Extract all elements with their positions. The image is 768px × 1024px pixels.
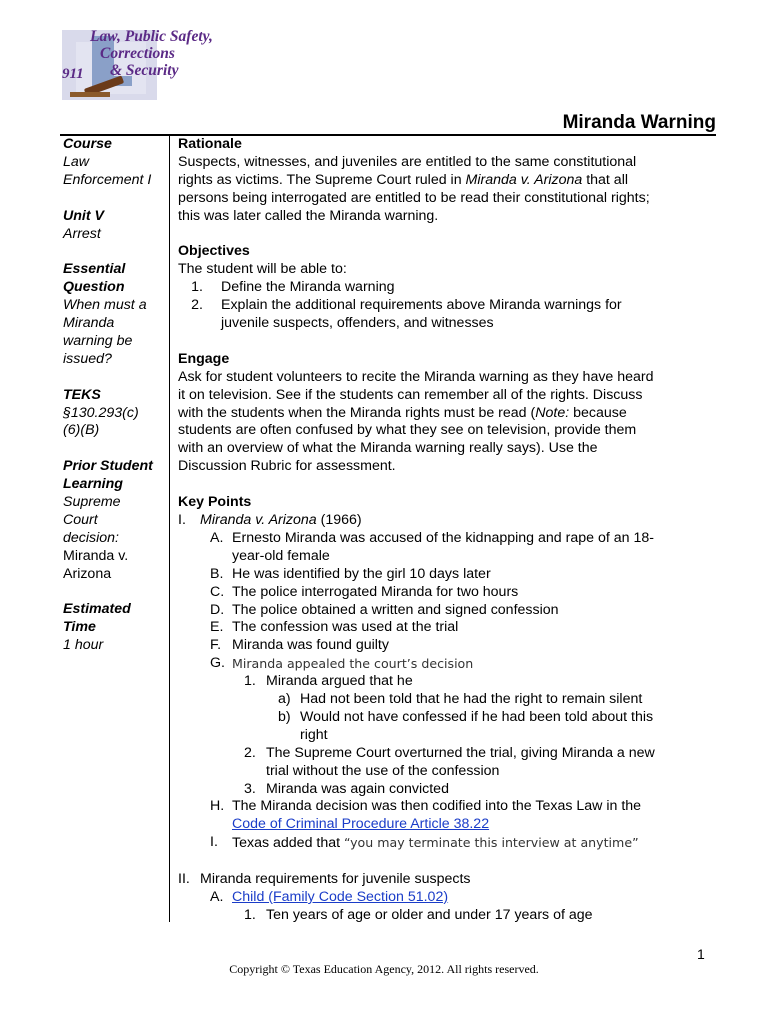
- logo-line-3: & Security: [110, 62, 179, 79]
- essential-question-2: Miranda: [63, 315, 115, 332]
- rationale-line-3: persons being interrogated are entitled to be read their constitutional rights;: [178, 189, 650, 206]
- key-point-g-2-cont: trial without the use of the confession: [266, 762, 500, 779]
- prior-learning-heading-2: Learning: [63, 476, 123, 493]
- rationale-line-2: rights as victims. The Supreme Court ruled in Miranda v. Arizona that all: [178, 171, 628, 188]
- key-point-i: I. Miranda v. Arizona (1966): [178, 511, 362, 528]
- prior-learning-5: Arizona: [63, 565, 112, 582]
- objective-item: 1. Define the Miranda warning: [191, 279, 395, 296]
- prior-learning-4: Miranda v.: [63, 547, 129, 564]
- key-points-heading: Key Points: [178, 494, 252, 511]
- code-criminal-procedure-link[interactable]: Code of Criminal Procedure Article 38.22: [232, 816, 490, 833]
- key-point-g-2: 2. The Supreme Court overturned the trial, giving Miranda a new: [244, 744, 655, 761]
- logo-line-2: Corrections: [100, 45, 175, 62]
- key-point-ii-a-1: 1. Ten years of age or older and under 17 years of age: [244, 906, 593, 923]
- key-point-i-item: I. Texas added that “you may terminate this interview at anytime”: [210, 834, 639, 852]
- objective-item-cont: juvenile suspects, offenders, and witnesses: [221, 315, 494, 332]
- unit-value: Arrest: [63, 225, 101, 242]
- rationale-heading: Rationale: [178, 136, 242, 152]
- essential-question-heading-2: Question: [63, 279, 125, 296]
- column-divider: [169, 136, 170, 922]
- sidebar: [63, 136, 167, 655]
- course-value-2: Enforcement I: [63, 171, 152, 188]
- logo-text: [90, 28, 250, 79]
- prior-learning-1: Supreme: [63, 494, 121, 511]
- engage-line-2: it on television. See if the students can remember all of the rights. Discuss: [178, 386, 643, 403]
- engage-line-1: Ask for student volunteers to recite the Miranda warning as they have heard: [178, 368, 654, 385]
- engage-heading: Engage: [178, 350, 230, 367]
- course-heading: Course: [63, 136, 112, 152]
- copyright: Copyright © Texas Education Agency, 2012. All rights reserved.: [229, 962, 539, 976]
- prior-learning-3: decision:: [63, 529, 119, 546]
- key-point-ii-a: A. Child (Family Code Section 51.02): [210, 889, 449, 905]
- unit-heading: Unit V: [63, 207, 104, 224]
- estimated-time-value: 1 hour: [63, 637, 104, 654]
- key-point-g-1-a: a) Had not been told that he had the right to remain silent: [278, 691, 643, 708]
- rationale-line-4: this was later called the Miranda warning.: [178, 207, 439, 224]
- key-point-g-1-b-cont: right: [300, 726, 328, 743]
- essential-question-1: When must a: [63, 297, 147, 314]
- key-point-g-1-b: b) Would not have confessed if he had been told about this: [278, 708, 654, 725]
- teks-heading: TEKS: [63, 386, 101, 403]
- estimated-time-heading-2: Time: [63, 619, 96, 636]
- badge-911: 911: [62, 66, 84, 82]
- key-point-ii: II. Miranda requirements for juvenile suspects: [178, 871, 471, 888]
- rationale-line-1: Suspects, witnesses, and juveniles are entitled to the same constitutional: [178, 153, 637, 170]
- objectives-heading: Objectives: [178, 243, 250, 260]
- key-point-h-cont: [178, 816, 718, 834]
- objectives-intro: The student will be able to:: [178, 261, 347, 278]
- essential-question-3: warning be: [63, 332, 133, 349]
- key-point-f: F. Miranda was found guilty: [210, 637, 389, 654]
- key-point-d: D. The police obtained a written and signed confession: [210, 601, 559, 618]
- logo-line-1: Law, Public Safety,: [90, 28, 213, 45]
- key-point-c: C. The police interrogated Miranda for two hours: [210, 583, 519, 600]
- engage-line-5: with an overview of what the Miranda warning really says). Use the: [178, 440, 598, 457]
- page-number: 1: [697, 946, 705, 962]
- estimated-time-heading-1: Estimated: [63, 601, 131, 618]
- key-point-a-cont: year-old female: [232, 547, 330, 564]
- teks-value-2: (6)(B): [63, 422, 100, 439]
- key-point-g-1: 1. Miranda argued that he: [244, 673, 413, 690]
- prior-learning-2: Court: [63, 511, 98, 528]
- key-point-e: E. The confession was used at the trial: [210, 619, 459, 636]
- essential-question-heading-1: Essential: [63, 261, 126, 278]
- objective-item: 2. Explain the additional requirements above Miranda warnings for: [191, 297, 622, 314]
- key-point-a: A. Ernesto Miranda was accused of the kidnapping and rape of an 18-: [210, 529, 654, 546]
- family-code-link[interactable]: Child (Family Code Section 51.02): [232, 889, 449, 905]
- prior-learning-heading-1: Prior Student: [63, 458, 153, 475]
- key-point-b: B. He was identified by the girl 10 days later: [210, 565, 491, 582]
- engage-line-4: students are often confused by what they see on television, provide them: [178, 422, 637, 439]
- essential-question-4: issued?: [63, 350, 112, 367]
- course-value-1: Law: [63, 153, 90, 170]
- key-point-g-3: 3. Miranda was again convicted: [244, 780, 449, 797]
- engage-line-3: with the students when the Miranda rights must be read (Note: because: [178, 404, 627, 421]
- key-point-h: H. The Miranda decision was then codified into the Texas Law in the: [210, 798, 642, 815]
- teks-value-1: §130.293(c): [63, 404, 139, 421]
- key-point-g: G. Miranda appealed the court’s decision: [210, 655, 474, 672]
- main-content: [178, 136, 718, 925]
- engage-line-6: Discussion Rubric for assessment.: [178, 458, 396, 475]
- page-title: Miranda Warning: [562, 112, 716, 133]
